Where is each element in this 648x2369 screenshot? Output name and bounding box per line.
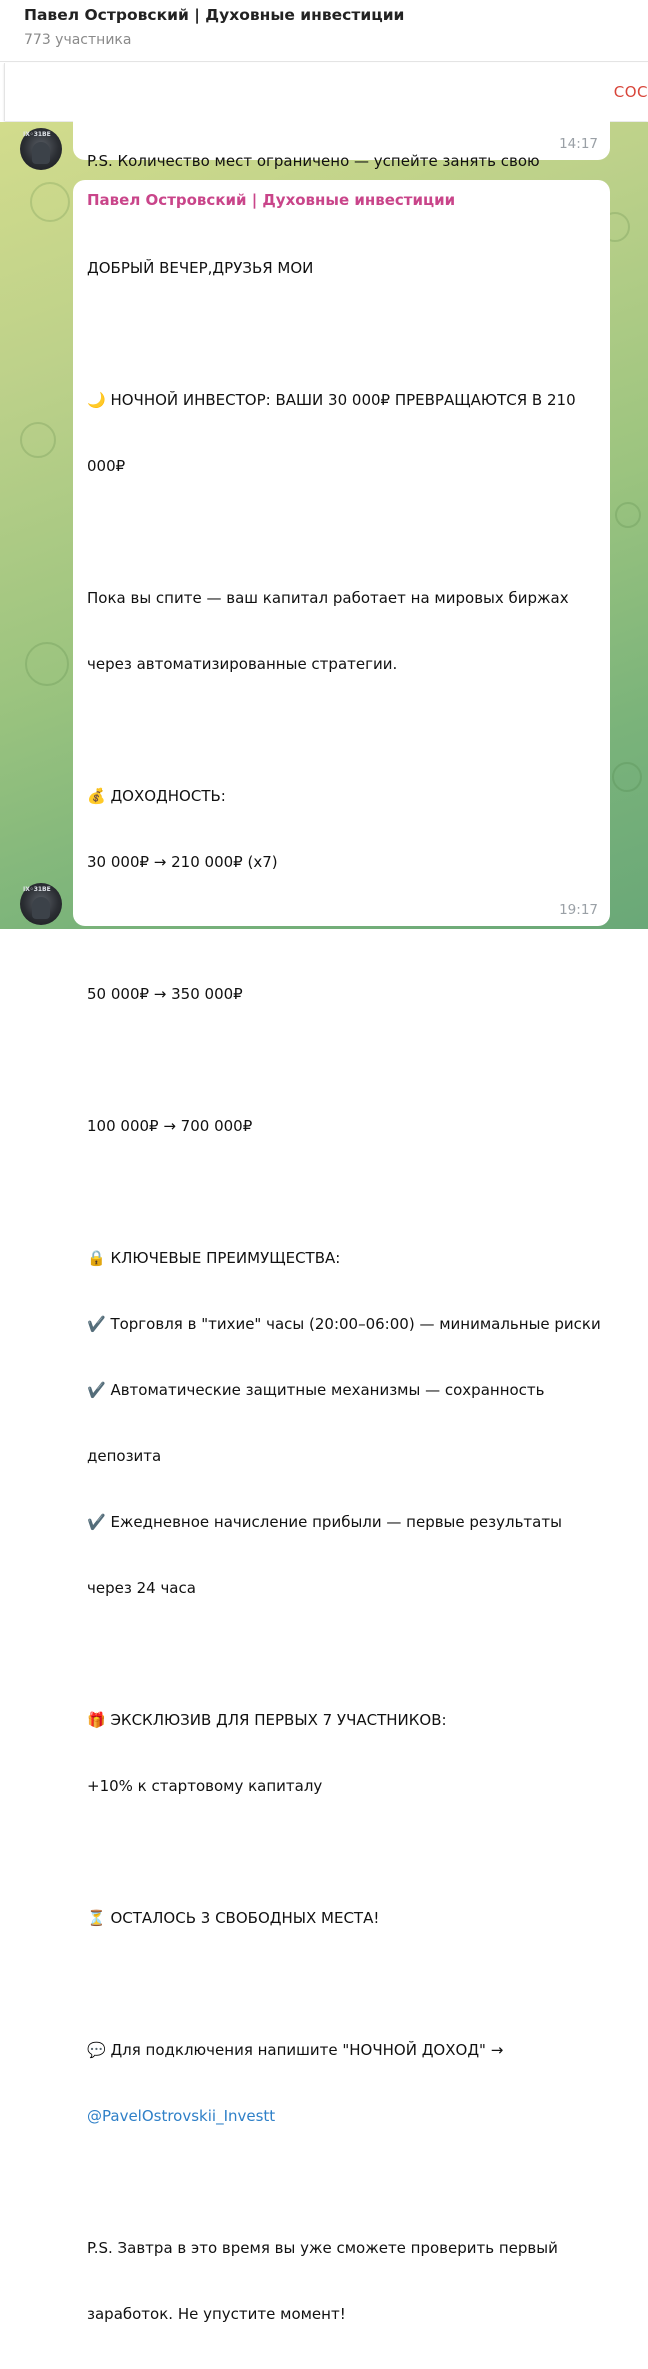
message-text: ДОБРЫЙ ВЕЧЕР,ДРУЗЬЯ МОИ 🌙 НОЧНОЙ ИНВЕСТОР: ВАШИ 30 000₽ ПРЕВРАЩАЮТСЯ В 210 000₽ Пока вы спите — ваш капитал работает на мировых биржах через автоматизированные стратегии. 💰 ДОХОДНОСТЬ: 30 000₽ → 210 000₽ (x7) 50 000₽ → 350 000₽ 100 000₽ → 700 000₽ 🔒 КЛЮЧЕВЫЕ ПРЕИМУЩЕСТВА: ✔️ Торговля в "тихие" часы (20:00–06:00) — минимальные риски ✔️ Автоматические защитные механизмы — сохранность депозита ✔️ Ежедневное начисление прибыли — первые результаты через 24 часа 🎁 ЭКСКЛЮЗИВ ДЛЯ ПЕРВЫХ 7 УЧАСТНИКОВ: +10% к стартовому капиталу ⏳ ОСТАЛОСЬ 3 СВОБОДНЫХ МЕСТА! 💬 Для подключения напишите "НОЧНОЙ ДОХОД" → @PavelOstrovskii_Investt P.S. Завтра в это время вы уже сможете проверить первый заработок. Не упустите момент!: [87, 259, 601, 2323]
background-doodle: [30, 182, 70, 222]
message-time: 19:17: [559, 902, 598, 918]
message-text: P.S. Количество мест ограничено — успейте занять свою: [87, 152, 540, 170]
message-bubble[interactable]: [73, 180, 610, 2323]
avatar-person-icon: [32, 142, 50, 164]
chat-header[interactable]: [0, 0, 648, 62]
message-bubble[interactable]: [73, 110, 610, 170]
message-time: 14:17: [559, 136, 598, 152]
avatar-badge-icon: IX◦31BE: [23, 886, 51, 893]
channel-title: Павел Островский | Духовные инвестиции: [24, 6, 405, 24]
pinned-action-button[interactable]: СОС: [613, 83, 648, 101]
sender-avatar[interactable]: [20, 128, 62, 170]
avatar-person-icon: [32, 897, 50, 919]
chat-area[interactable]: [0, 122, 648, 2323]
background-doodle: [615, 502, 641, 528]
member-count: 773 участника: [24, 32, 132, 48]
background-doodle: [25, 642, 69, 686]
avatar-badge-icon: IX◦31BE: [23, 131, 51, 138]
background-doodle: [612, 762, 642, 792]
background-doodle: [20, 422, 56, 458]
sender-avatar[interactable]: [20, 883, 62, 925]
message-sender[interactable]: Павел Островский | Духовные инвестиции: [87, 191, 456, 209]
telegram-username-link[interactable]: @PavelOstrovskii_Investt: [87, 2107, 276, 2125]
